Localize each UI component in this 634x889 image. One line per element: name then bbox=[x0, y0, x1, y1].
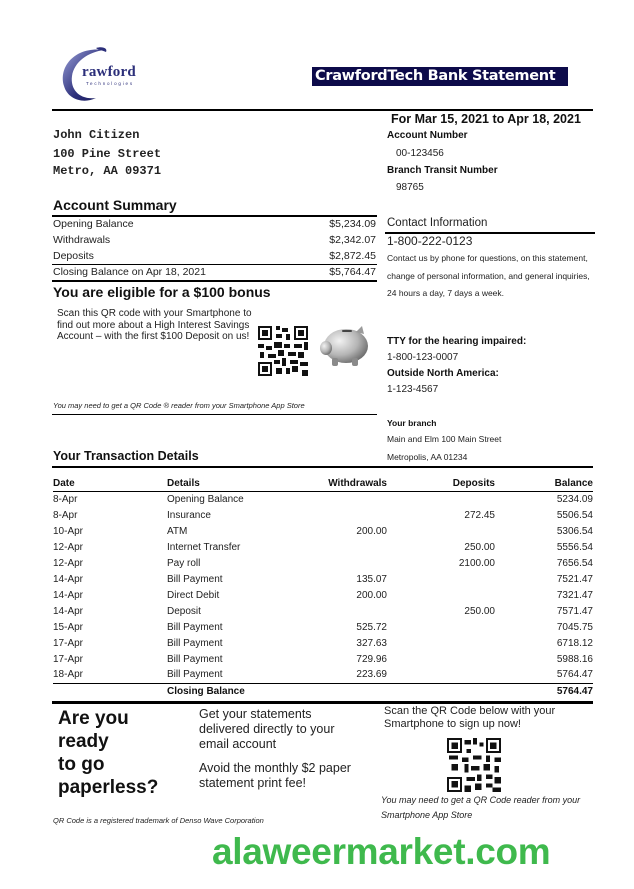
cell-date: 14-Apr bbox=[53, 573, 84, 585]
table-row bbox=[53, 603, 593, 619]
cell-date: 8-Apr bbox=[53, 509, 78, 521]
cell-withdrawal bbox=[307, 491, 387, 507]
col-details: Details bbox=[167, 476, 307, 491]
cell-date: 15-Apr bbox=[53, 621, 84, 633]
paperless-headline bbox=[58, 707, 158, 799]
branch-line2: Metropolis, AA 01234 bbox=[387, 452, 468, 462]
cell-balance: 7045.75 bbox=[556, 621, 593, 633]
cell-details: Deposit bbox=[167, 605, 201, 617]
bonus-text: Scan this QR code with your Smartphone to find out more about a High Interest Savings Account – with the first $100 Deposit on us! bbox=[57, 308, 252, 342]
summary-value: $2,872.45 bbox=[329, 250, 376, 262]
cell-date: 12-Apr bbox=[53, 557, 84, 569]
cell-deposit: 2100.00 bbox=[458, 557, 495, 569]
cell-deposit bbox=[387, 571, 495, 587]
table-row bbox=[53, 507, 593, 523]
table-row bbox=[53, 571, 593, 587]
tty-phone[interactable]: 1-800-123-0007 bbox=[387, 352, 459, 363]
closing-balance-row bbox=[53, 683, 593, 699]
table-row bbox=[53, 491, 593, 507]
closing-label: Closing Balance bbox=[167, 683, 307, 699]
cell-date: 10-Apr bbox=[53, 525, 84, 537]
scan-signup-text: Scan the QR Code below with your Smartphone to sign up now! bbox=[384, 705, 556, 730]
summary-value: $2,342.07 bbox=[329, 234, 376, 246]
summary-label: Opening Balance bbox=[53, 218, 134, 230]
account-summary-title: Account Summary bbox=[53, 197, 177, 213]
cell-date: 17-Apr bbox=[53, 653, 84, 665]
col-balance: Balance bbox=[495, 476, 593, 491]
cell-details: Bill Payment bbox=[167, 621, 223, 633]
customer-name: John Citizen bbox=[53, 128, 140, 142]
outside-phone[interactable]: 1-123-4567 bbox=[387, 384, 439, 395]
customer-city: Metro, AA 09371 bbox=[53, 164, 162, 178]
cell-balance: 7571.47 bbox=[556, 605, 593, 617]
cell-details: Insurance bbox=[167, 509, 211, 521]
cell-balance: 7321.47 bbox=[556, 589, 593, 601]
cell-withdrawal: 729.96 bbox=[356, 653, 387, 665]
cell-date: 8-Apr bbox=[53, 493, 78, 505]
header-divider bbox=[52, 109, 593, 111]
table-row bbox=[53, 539, 593, 555]
col-deposits: Deposits bbox=[387, 476, 495, 491]
trademark-note: QR Code is a registered trademark of Denso Wave Corporation bbox=[53, 816, 264, 825]
summary-bottom-rule bbox=[52, 280, 377, 282]
summary-row-deposits bbox=[53, 248, 376, 264]
cell-date: 18-Apr bbox=[53, 669, 84, 681]
statement-period: For Mar 15, 2021 to Apr 18, 2021 bbox=[391, 112, 581, 126]
cell-balance: 5306.54 bbox=[556, 525, 593, 537]
cell-deposit: 250.00 bbox=[464, 605, 495, 617]
transactions-bottom-rule bbox=[52, 701, 593, 704]
account-number: 00-123456 bbox=[396, 148, 444, 159]
cell-date: 14-Apr bbox=[53, 589, 84, 601]
cell-deposit bbox=[387, 667, 495, 683]
contact-description: Contact us by phone for questions, on this statement, change of personal information, and general inquiries, 24 hours a day, 7 days a week. bbox=[387, 253, 590, 298]
summary-row-opening bbox=[53, 216, 376, 232]
summary-label: Closing Balance on Apr 18, 2021 bbox=[53, 266, 206, 278]
table-row bbox=[53, 555, 593, 571]
cell-withdrawal: 223.69 bbox=[356, 669, 387, 681]
qr-code-icon bbox=[258, 325, 308, 377]
table-row bbox=[53, 635, 593, 651]
logo-text: rawford bbox=[82, 64, 136, 80]
cell-details: Bill Payment bbox=[167, 669, 223, 681]
cell-withdrawal bbox=[307, 555, 387, 571]
tty-label: TTY for the hearing impaired: bbox=[387, 336, 527, 347]
customer-street: 100 Pine Street bbox=[53, 147, 162, 161]
headline-line: Are you bbox=[58, 708, 129, 729]
scan-reader-note: You may need to get a QR Code reader from your Smartphone App Store bbox=[381, 795, 581, 820]
cell-details: ATM bbox=[167, 525, 188, 537]
cell-balance: 5764.47 bbox=[556, 669, 593, 681]
cell-deposit bbox=[387, 523, 495, 539]
piggy-bank-icon bbox=[318, 324, 370, 370]
branch-label: Your branch bbox=[387, 418, 437, 428]
contact-title: Contact Information bbox=[387, 217, 488, 229]
cell-deposit: 250.00 bbox=[464, 541, 495, 553]
cell-date: 12-Apr bbox=[53, 541, 84, 553]
paperless-text-fee: Avoid the monthly $2 paper statement print fee! bbox=[199, 761, 351, 790]
cell-withdrawal: 200.00 bbox=[356, 589, 387, 601]
summary-label: Deposits bbox=[53, 250, 94, 262]
cell-date bbox=[53, 683, 167, 699]
outside-label: Outside North America: bbox=[387, 368, 499, 379]
cell-details: Pay roll bbox=[167, 557, 201, 569]
transit-number: 98765 bbox=[396, 182, 424, 193]
col-date: Date bbox=[53, 476, 167, 491]
cell-deposit bbox=[387, 683, 495, 699]
bonus-bottom-rule bbox=[52, 414, 377, 415]
cell-withdrawal bbox=[307, 507, 387, 523]
summary-label: Withdrawals bbox=[53, 234, 111, 246]
cell-deposit bbox=[387, 635, 495, 651]
cell-withdrawal bbox=[307, 603, 387, 619]
headline-line: ready bbox=[58, 731, 109, 752]
cell-withdrawal: 327.63 bbox=[356, 637, 387, 649]
cell-balance: 5506.54 bbox=[556, 509, 593, 521]
qr-reader-note: You may need to get a QR Code ® reader from your Smartphone App Store bbox=[53, 401, 305, 410]
qr-code-icon bbox=[447, 738, 501, 792]
transactions-title: Your Transaction Details bbox=[53, 449, 199, 463]
cell-deposit bbox=[387, 651, 495, 667]
summary-value: $5,764.47 bbox=[329, 266, 376, 278]
table-row bbox=[53, 523, 593, 539]
cell-withdrawal: 135.07 bbox=[356, 573, 387, 585]
cell-withdrawal bbox=[307, 539, 387, 555]
branch-line1: Main and Elm 100 Main Street bbox=[387, 434, 502, 444]
cell-balance: 6718.12 bbox=[556, 637, 593, 649]
cell-withdrawal: 525.72 bbox=[356, 621, 387, 633]
cell-withdrawal: 200.00 bbox=[356, 525, 387, 537]
col-withdrawals: Withdrawals bbox=[307, 476, 387, 491]
cell-deposit bbox=[387, 619, 495, 635]
cell-details: Bill Payment bbox=[167, 573, 223, 585]
headline-line: to go bbox=[58, 754, 105, 775]
account-number-label: Account Number bbox=[387, 130, 468, 141]
table-row bbox=[53, 651, 593, 667]
summary-row-closing bbox=[53, 264, 376, 280]
cell-details: Internet Transfer bbox=[167, 541, 241, 553]
crawford-logo bbox=[56, 44, 146, 106]
cell-deposit: 272.45 bbox=[464, 509, 495, 521]
summary-value: $5,234.09 bbox=[329, 218, 376, 230]
cell-deposit bbox=[387, 587, 495, 603]
table-row bbox=[53, 587, 593, 603]
table-header-row bbox=[53, 476, 593, 491]
cell-details: Opening Balance bbox=[167, 493, 244, 505]
cell-balance: 5234.09 bbox=[556, 493, 593, 505]
transactions-top-rule bbox=[52, 466, 593, 468]
cell-details: Bill Payment bbox=[167, 637, 223, 649]
bonus-title: You are eligible for a $100 bonus bbox=[53, 284, 271, 300]
cell-deposit bbox=[387, 491, 495, 507]
cell-balance: 5988.16 bbox=[556, 653, 593, 665]
watermark-text: alaweermarket.com bbox=[212, 831, 551, 872]
headline-line: paperless? bbox=[58, 777, 159, 798]
cell-date: 17-Apr bbox=[53, 637, 84, 649]
summary-row-withdrawals bbox=[53, 232, 376, 248]
cell-balance: 5556.54 bbox=[556, 541, 593, 553]
contact-phone[interactable]: 1-800-222-0123 bbox=[387, 234, 473, 248]
paperless-text-email: Get your statements delivered directly to your email account bbox=[199, 707, 335, 751]
transactions-table bbox=[53, 476, 593, 699]
statement-title: CrawfordTech Bank Statement bbox=[312, 67, 568, 86]
cell-balance: 7656.54 bbox=[556, 557, 593, 569]
cell-date: 14-Apr bbox=[53, 605, 84, 617]
cell-details: Direct Debit bbox=[167, 589, 220, 601]
transit-number-label: Branch Transit Number bbox=[387, 165, 498, 176]
cell-balance: 7521.47 bbox=[556, 573, 593, 585]
logo-subtext: Technologies bbox=[86, 81, 134, 86]
table-row bbox=[53, 667, 593, 683]
table-row bbox=[53, 619, 593, 635]
cell-withdrawal bbox=[307, 683, 387, 699]
cell-details: Bill Payment bbox=[167, 653, 223, 665]
closing-value: 5764.47 bbox=[495, 683, 593, 699]
